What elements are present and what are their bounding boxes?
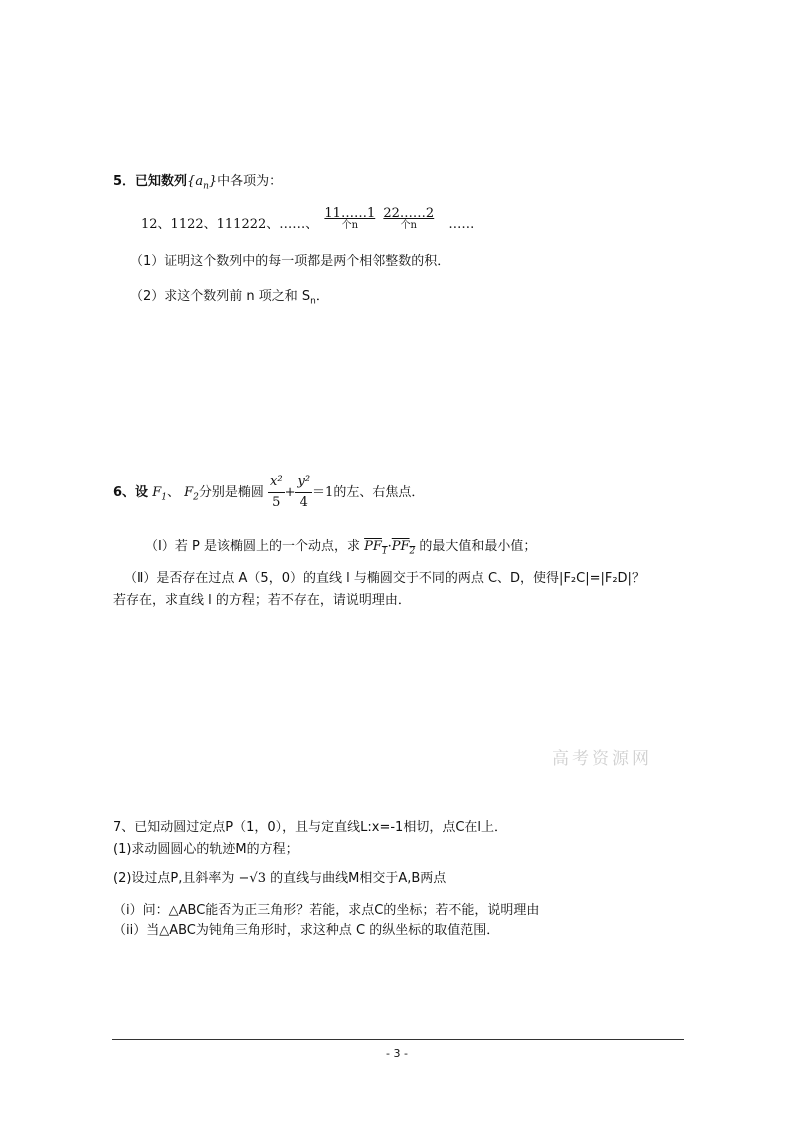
q6-part1-text: （Ⅰ）若 P 是该椭圆上的一个动点，求 (145, 539, 360, 554)
q7-slope: −√3 (238, 871, 266, 886)
q5-ones-group (324, 206, 375, 231)
q6-vec2 (391, 539, 416, 557)
q6-frac-x (268, 472, 285, 513)
q7-line1: 7、已知动圆过定点P（1，0），且与定直线L:x=-1相切，点C在l上． (113, 820, 508, 835)
q6-eq: ＝1 (312, 485, 334, 500)
q5-seq-symbol (187, 174, 218, 192)
page-number: - 3 - (386, 1047, 408, 1060)
q6-vec1 (364, 539, 388, 557)
q6-vec2-sub: 2 (409, 546, 416, 557)
q5-ones: 11……1 (324, 206, 376, 221)
q6-f1-sub: 1 (161, 492, 167, 503)
q7-line3-text: (2)设过点P,且斜率为 (113, 871, 235, 886)
q6-part1-end: 的最大值和最小值； (419, 539, 537, 554)
q5-title (113, 170, 282, 192)
q6-part1 (145, 535, 536, 557)
q5-tail: …… (448, 217, 475, 232)
q6-f2-sub: 2 (193, 492, 199, 503)
q5-twos-count: 个n (400, 220, 418, 231)
q6-vec1-sub: 1 (381, 546, 388, 557)
q6-plus: + (284, 485, 296, 500)
q6-frac-x-den: 5 (272, 495, 281, 510)
q6-part2-line2: 若存在，求直线 l 的方程；若不存在，请说明理由． (113, 593, 411, 608)
q5-ones-count: 个n (341, 220, 359, 231)
q7-line2: (1)求动圆圆心的轨迹M的方程； (113, 842, 299, 857)
q7-line5: （ii）当△ABC为钝角三角形时，求这种点 C 的纵坐标的取值范围． (113, 923, 500, 938)
q5-part2 (130, 285, 329, 307)
q5-seq-close: } (208, 174, 218, 189)
q6-title-prefix: 6、设 (113, 485, 149, 500)
footer-divider (112, 1039, 684, 1040)
q7-line3 (113, 867, 446, 886)
q6-title-end: 的左、右焦点． (333, 485, 425, 500)
q6-f1-letter: F (152, 485, 162, 500)
q7-line3-end: 的直线与曲线M相交于A,B两点 (270, 871, 447, 886)
q5-part1: （1）证明这个数列中的每一项都是两个相邻整数的积． (130, 254, 451, 269)
q6-frac-y-num: y² (295, 472, 312, 493)
q5-sequence (141, 206, 474, 232)
q6-f1 (152, 485, 167, 503)
q5-part2-end: ． (315, 289, 329, 304)
q5-seq-sub: n (203, 181, 209, 192)
q6-f2 (184, 485, 199, 503)
q6-frac-x-num: x² (268, 472, 285, 493)
q5-part2-text: （2）求这个数列前 n 项之和 S (130, 289, 311, 304)
q6-title (113, 472, 424, 513)
watermark: 高考资源网 (552, 749, 652, 769)
q6-f2-letter: F (184, 485, 194, 500)
q5-terms: 12、1122、111222、……、 (141, 217, 319, 232)
q6-frac-y-den: 4 (299, 495, 308, 510)
q5-twos-group (383, 206, 434, 231)
q6-vec2-letters: PF (391, 539, 410, 554)
q6-title-mid: 分别是椭圆 (198, 485, 264, 500)
q6-vec1-letters: PF (364, 539, 382, 554)
q6-part2-line1: （Ⅱ）是否存在过点 A（5，0）的直线 l 与椭圆交于不同的两点 C、D，使得|F₂C|=|F₂D|？ (124, 571, 645, 586)
q6-sep: 、 (166, 485, 180, 500)
q7-line4: （i）问：△ABC能否为正三角形？若能，求点C的坐标；若不能，说明理由 (113, 903, 540, 918)
q5-title-suffix: 中各项为： (217, 174, 283, 189)
q5-twos: 22……2 (383, 206, 435, 221)
q5-title-prefix: 5．已知数列 (113, 174, 188, 189)
q6-dot: · (387, 539, 392, 554)
q5-part2-sub: n (310, 296, 316, 307)
q5-seq-open: {a (187, 174, 204, 189)
q6-frac-y (295, 472, 312, 513)
